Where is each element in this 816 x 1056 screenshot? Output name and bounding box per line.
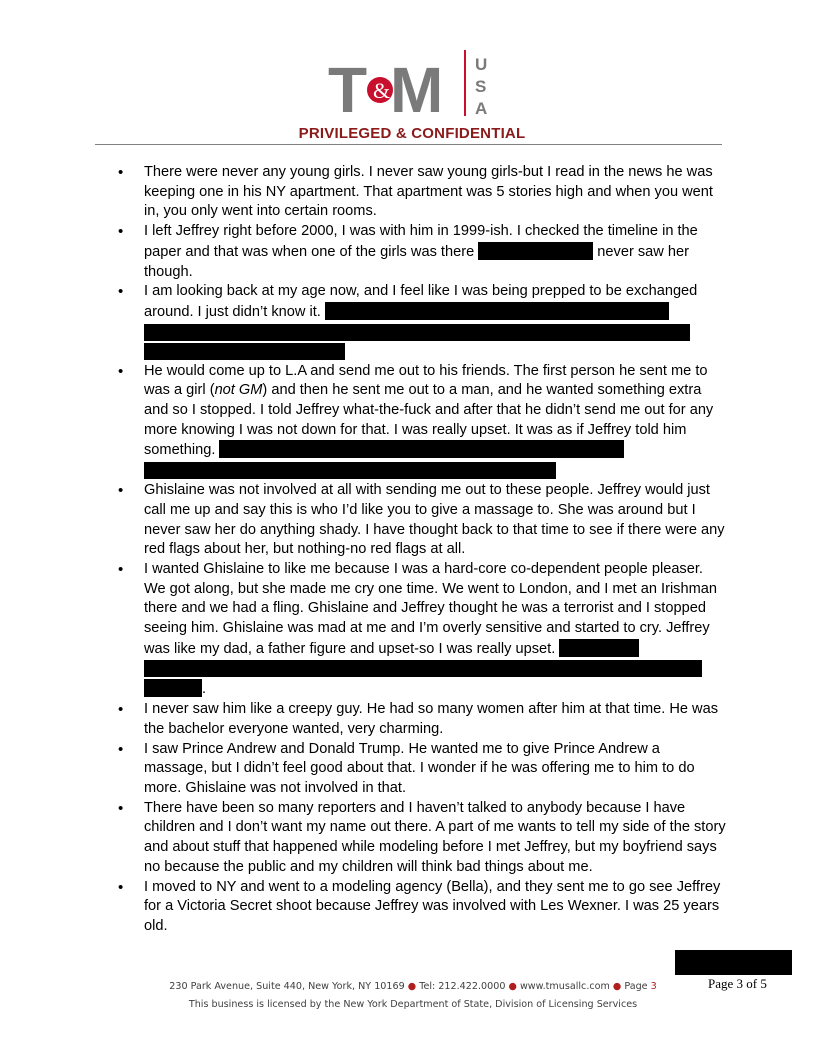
footer-website: www.tmusallc.com	[519, 981, 610, 992]
redaction-block	[478, 242, 593, 260]
list-item	[96, 560, 726, 700]
footer-license-line: This business is licensed by the New York Department of State, Division of Licensing Services	[188, 999, 638, 1010]
page-footer	[140, 978, 686, 1014]
bullet-text: I never saw him like a creepy guy. He had so many women after him at that time. He was the bachelor everyone wanted, very charming.	[144, 701, 718, 737]
document-body	[96, 163, 726, 937]
redaction-block	[144, 462, 556, 479]
footer-phone: Tel: 212.422.0000	[419, 981, 506, 992]
bullet-text: There have been so many reporters and I haven’t talked to anybody because I have children and I don’t want my name out there. A part of me wants to tell my side of the story and about stuff that happened while modeling before I met Jeffrey, but my boyfriend says no because the public and my children will think bad things about me.	[144, 799, 726, 875]
footer-address: 230 Park Avenue, Suite 440, New York, NY 10169	[169, 981, 405, 992]
privileged-confidential-heading: PRIVILEGED & CONFIDENTIAL	[298, 125, 526, 142]
header-divider	[95, 144, 722, 145]
logo-side-s: S	[475, 77, 487, 96]
bullet-italic-text: not GM	[214, 382, 263, 399]
footer-page-label: Page	[624, 981, 648, 992]
bullet-text: .	[202, 681, 207, 698]
bullet-text: He would come up to L.A and send me out to his friends. The first person he sent me to was a girl (	[144, 362, 708, 399]
logo-letter-t: T	[328, 54, 362, 120]
logo-divider	[464, 50, 466, 116]
page-count: Page 3 of 5	[708, 976, 767, 991]
redaction-block	[144, 660, 702, 677]
footer-contact-line	[140, 978, 686, 996]
list-item	[96, 740, 726, 799]
statement-list	[96, 163, 726, 937]
redaction-block	[144, 343, 345, 360]
bullet-text: I am looking back at my age now, and I feel like I was being prepped to be exchanged around. I just didn’t know it.	[144, 283, 698, 320]
bullet-text: Ghislaine was not involved at all with sending me out to these people. Jeffrey would just call me up and say this is who I’d like you to give a massage to. She was around but I never saw her do anything shady. I have thought back to that time to see if there were any red flags about her, but nothing-no red flags at all.	[144, 482, 725, 558]
logo-side-a: A	[475, 99, 488, 118]
bullet-text: I saw Prince Andrew and Donald Trump. He wanted me to give Prince Andrew a massage, but I didn’t feel good about that. I wonder if he was offering me to him to do more. Ghislaine was not involved in that.	[144, 740, 695, 796]
redaction-block	[144, 679, 202, 697]
bullet-dot-icon: ●	[612, 981, 622, 992]
redaction-block	[325, 302, 669, 320]
list-item	[96, 362, 726, 480]
list-item	[96, 222, 726, 282]
bullet-text: ) and then he sent me out to a man, and he wanted something extra and so I stopped. I told Jeffrey what-the-fuck and after that he didn’t send me out for any more knowing I was not down for that. I was really upset. It was as if Jeffrey told him something.	[144, 382, 714, 459]
bullet-text: never saw her though.	[144, 243, 689, 280]
redaction-block	[559, 639, 639, 657]
bullet-dot-icon: ●	[508, 981, 517, 992]
page-header	[0, 0, 816, 145]
logo-letter-m: M	[390, 54, 440, 120]
list-item	[96, 163, 726, 222]
redaction-block	[219, 440, 624, 458]
tm-usa-logo	[328, 50, 498, 120]
bullet-text: I wanted Ghislaine to like me because I was a hard-core co-dependent people pleaser. We got along, but she made me cry one time. We went to London, and I met an Irishman there and we had a fling. Ghislaine and Jeffrey thought he was a terrorist and I stopped seeing him. Ghislaine was mad at me and I’m overly sensitive and started to cry. Jeffrey was like my dad, a father figure and upset-so I was really upset.	[144, 560, 717, 657]
list-item	[96, 878, 726, 937]
list-item	[96, 481, 726, 560]
footer-redaction-block	[675, 950, 792, 975]
redaction-block	[144, 324, 690, 341]
list-item	[96, 700, 726, 739]
footer-page-number: 3	[650, 981, 657, 992]
bullet-text: I moved to NY and went to a modeling agency (Bella), and they sent me to go see Jeffrey for a Victoria Secret shoot because Jeffrey was involved with Les Wexner. I was 25 years old.	[144, 878, 721, 934]
list-item	[96, 282, 726, 359]
bullet-text: I left Jeffrey right before 2000, I was with him in 1999-ish. I checked the timeline in the paper and that was when one of the girls was there	[144, 223, 698, 260]
logo-ampersand: &	[373, 78, 391, 103]
bullet-text: There were never any young girls. I never saw young girls-but I read in the news he was keeping one in his NY apartment. That apartment was 5 stories high and when you went in, you only went into certain rooms.	[144, 164, 713, 220]
logo-side-u: U	[475, 55, 488, 74]
bullet-dot-icon: ●	[407, 981, 417, 992]
list-item	[96, 799, 726, 878]
